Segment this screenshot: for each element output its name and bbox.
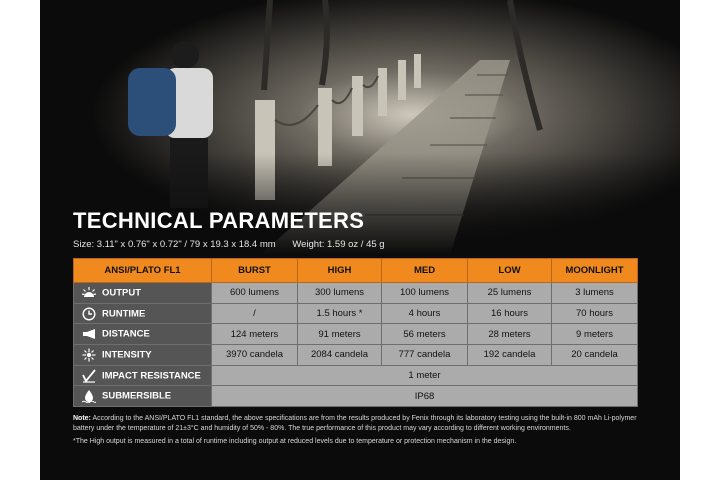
row-label: IMPACT RESISTANCE xyxy=(102,370,201,382)
cell-runtime-med: 4 hours xyxy=(382,303,468,324)
page-title: TECHNICAL PARAMETERS xyxy=(73,208,365,233)
table-row-runtime xyxy=(74,303,638,324)
cell-intensity-med: 777 candela xyxy=(382,345,468,366)
note-paragraph xyxy=(73,414,649,434)
cell-runtime-moonlight: 70 hours xyxy=(552,303,638,324)
header-med: MED xyxy=(382,259,468,283)
weight-text: Weight: 1.59 oz / 45 g xyxy=(292,239,385,250)
cell-runtime-burst: / xyxy=(212,303,298,324)
cell-submersible-value: IP68 xyxy=(212,386,638,407)
header-standard: ANSI/PLATO FL1 xyxy=(74,259,212,283)
spec-table xyxy=(73,258,638,407)
intensity-icon xyxy=(82,348,96,362)
row-label: RUNTIME xyxy=(102,308,146,320)
header-high: HIGH xyxy=(298,259,382,283)
table-row-distance xyxy=(74,324,638,345)
product-spec-panel xyxy=(40,0,680,480)
cell-intensity-moonlight: 20 candela xyxy=(552,345,638,366)
cell-runtime-high: 1.5 hours * xyxy=(298,303,382,324)
row-label: DISTANCE xyxy=(102,328,150,340)
note-label: Note: xyxy=(73,415,91,422)
sunburst-icon xyxy=(82,286,96,300)
cell-output-moonlight: 3 lumens xyxy=(552,283,638,304)
table-header-row xyxy=(74,259,638,283)
table-row-output xyxy=(74,283,638,304)
size-text: Size: 3.11" x 0.76" x 0.72" / 79 x 19.3 x 18.4 mm xyxy=(73,239,276,250)
cell-distance-burst: 124 meters xyxy=(212,324,298,345)
cell-distance-high: 91 meters xyxy=(298,324,382,345)
footnote: *The High output is measured in a total of runtime including output at reduced levels due to temperature or protection mechanism in the design. xyxy=(73,438,517,445)
row-label: INTENSITY xyxy=(102,349,152,361)
table-row-impact xyxy=(74,365,638,386)
header-burst: BURST xyxy=(212,259,298,283)
cell-impact-value: 1 meter xyxy=(212,365,638,386)
row-label: SUBMERSIBLE xyxy=(102,390,172,402)
cell-intensity-high: 2084 candela xyxy=(298,345,382,366)
submersible-icon xyxy=(82,389,96,403)
size-weight-line xyxy=(73,239,385,250)
cell-runtime-low: 16 hours xyxy=(468,303,552,324)
header-low: LOW xyxy=(468,259,552,283)
row-label: OUTPUT xyxy=(102,287,142,299)
cell-distance-low: 28 meters xyxy=(468,324,552,345)
clock-icon xyxy=(82,307,96,321)
cell-distance-moonlight: 9 meters xyxy=(552,324,638,345)
cell-output-burst: 600 lumens xyxy=(212,283,298,304)
table-row-intensity xyxy=(74,345,638,366)
cell-distance-med: 56 meters xyxy=(382,324,468,345)
cell-intensity-burst: 3970 candela xyxy=(212,345,298,366)
impact-icon xyxy=(82,369,96,383)
note-text: According to the ANSI/PLATO FL1 standard, the above specifications are from the results produced by Fenix through its laboratory testing using the built-in 800 mAh Li-polymer battery under the temperature of 21±3°C and humidity of 50% - 80%. The true performance of this product may vary according to different working environments. xyxy=(73,415,637,432)
cell-output-low: 25 lumens xyxy=(468,283,552,304)
cell-output-high: 300 lumens xyxy=(298,283,382,304)
table-row-submersible xyxy=(74,386,638,407)
header-moonlight: MOONLIGHT xyxy=(552,259,638,283)
cell-output-med: 100 lumens xyxy=(382,283,468,304)
cell-intensity-low: 192 candela xyxy=(468,345,552,366)
beam-distance-icon xyxy=(82,327,96,341)
